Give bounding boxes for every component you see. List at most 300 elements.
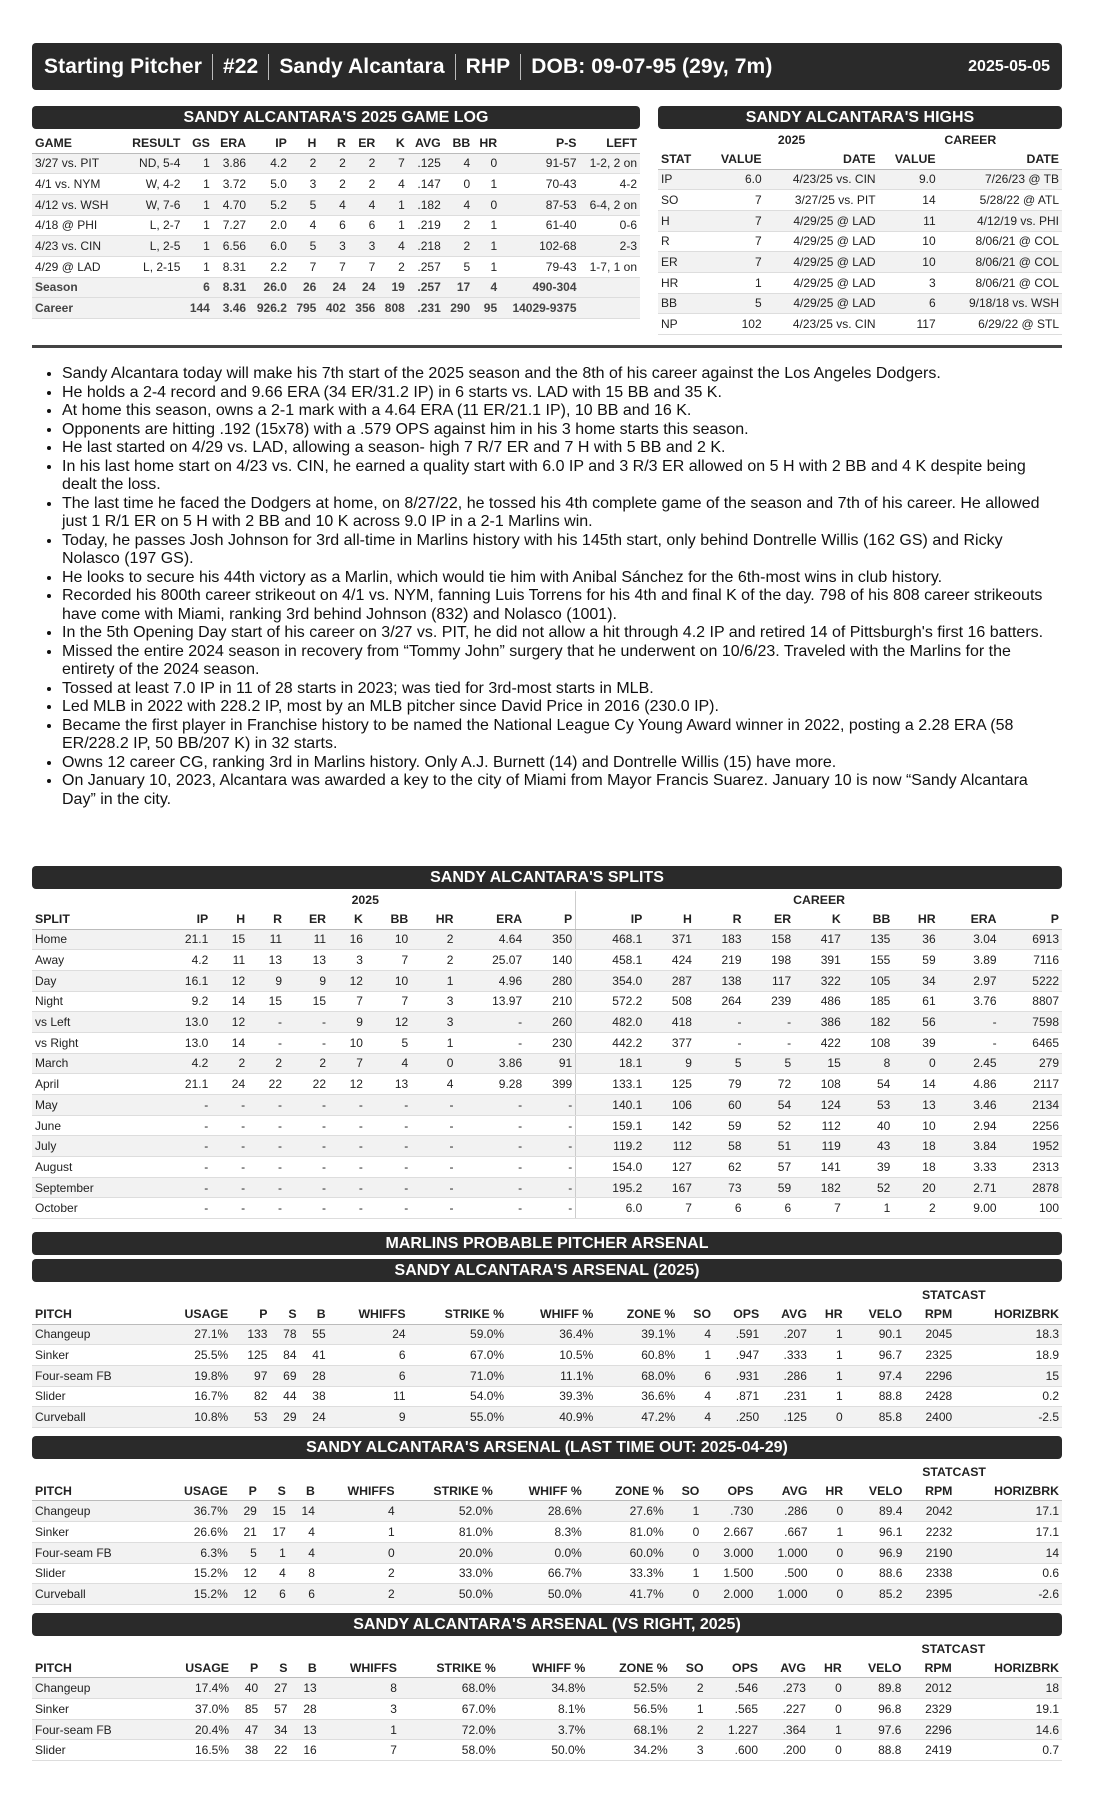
column-header: WHIFFS xyxy=(329,1304,409,1324)
column-header: WHIFFS xyxy=(320,1658,400,1678)
column-header: WHIFF % xyxy=(507,1304,596,1324)
table-cell: 1-2, 2 on xyxy=(580,153,641,174)
table-cell: 117 xyxy=(745,970,795,991)
table-row xyxy=(32,174,640,195)
table-cell: .333 xyxy=(762,1345,810,1366)
table-cell: 4 xyxy=(289,1542,318,1563)
highs-group-row xyxy=(658,131,1062,149)
table-cell: 135 xyxy=(844,929,894,950)
table-cell: - xyxy=(285,1157,329,1178)
table-cell: 7 xyxy=(705,190,765,211)
table-cell: October xyxy=(32,1198,155,1219)
table-cell: 0.6 xyxy=(955,1563,1062,1584)
note-item: • Opponents are hitting .192 (15x78) with a .579 OPS against him in his 3 home starts this season. xyxy=(62,421,1052,440)
table-cell: 133 xyxy=(231,1324,270,1345)
table-cell: 16 xyxy=(329,929,366,950)
table-cell: 2395 xyxy=(905,1584,955,1605)
table-row xyxy=(32,1053,1062,1074)
table-cell: 2 xyxy=(671,1719,707,1740)
table-cell: 1 xyxy=(318,1522,398,1543)
table-cell: 119 xyxy=(794,1136,844,1157)
table-cell: - xyxy=(456,1177,525,1198)
table-cell: - xyxy=(211,1095,248,1116)
table-cell: 12 xyxy=(366,1012,411,1033)
table-cell: 2329 xyxy=(904,1699,954,1720)
table-cell: - xyxy=(939,1012,1000,1033)
table-cell: .257 xyxy=(408,256,444,277)
table-cell: 91 xyxy=(525,1053,576,1074)
table-cell: 88.8 xyxy=(846,1386,905,1407)
table-cell: 56 xyxy=(893,1012,938,1033)
table-cell: 322 xyxy=(794,970,844,991)
table-cell: 10 xyxy=(879,231,939,252)
table-cell: 2.71 xyxy=(939,1177,1000,1198)
table-cell: 127 xyxy=(645,1157,695,1178)
game-log-table xyxy=(32,133,640,319)
table-row xyxy=(32,1740,1062,1761)
table-cell: 50.0% xyxy=(496,1584,585,1605)
table-cell: 210 xyxy=(525,991,576,1012)
table-cell: 27 xyxy=(261,1678,290,1699)
table-cell: - xyxy=(456,1136,525,1157)
table-cell: 3.7% xyxy=(499,1719,589,1740)
table-cell: 8/06/21 @ COL xyxy=(939,231,1062,252)
table-cell: 442.2 xyxy=(576,1032,646,1053)
table-cell: .231 xyxy=(408,298,444,319)
table-cell: 0 xyxy=(810,1407,846,1428)
table-cell: 12 xyxy=(329,1074,366,1095)
splits-section xyxy=(32,866,1062,1219)
table-cell xyxy=(122,298,183,319)
table-cell: 482.0 xyxy=(576,1012,646,1033)
column-header: BB xyxy=(844,909,894,929)
table-cell: Slider xyxy=(32,1563,156,1584)
table-cell: Home xyxy=(32,929,155,950)
table-cell: 2232 xyxy=(905,1522,955,1543)
table-cell: 57 xyxy=(261,1699,290,1720)
table-cell: 4 xyxy=(366,1053,411,1074)
table-cell: - xyxy=(411,1136,456,1157)
table-cell: - xyxy=(155,1157,211,1178)
table-cell: 417 xyxy=(794,929,844,950)
group-spacer xyxy=(32,1463,846,1481)
table-row xyxy=(658,190,1062,211)
note-item: • On January 10, 2023, Alcantara was awarded a key to the city of Miami from Mayor Francis Suarez. January 10 is now “Sandy Alcantara Day” in the city. xyxy=(62,772,1052,809)
table-cell: 16.7% xyxy=(156,1386,231,1407)
table-row xyxy=(658,293,1062,314)
table-cell: 2400 xyxy=(905,1407,955,1428)
table-cell: 167 xyxy=(645,1177,695,1198)
table-cell: - xyxy=(695,1032,745,1053)
table-cell: 18.9 xyxy=(955,1345,1062,1366)
table-cell: 2 xyxy=(318,1563,398,1584)
table-cell: 72.0% xyxy=(400,1719,499,1740)
table-cell: HR xyxy=(658,272,705,293)
table-cell: 350 xyxy=(525,929,576,950)
table-cell: 2256 xyxy=(1000,1115,1062,1136)
table-cell: - xyxy=(366,1095,411,1116)
table-cell: - xyxy=(525,1198,576,1219)
table-cell: - xyxy=(525,1157,576,1178)
table-row xyxy=(32,1157,1062,1178)
table-cell: 2.97 xyxy=(939,970,1000,991)
table-cell: 3 xyxy=(290,174,319,195)
table-cell: 4 xyxy=(678,1386,714,1407)
table-cell: 1 xyxy=(844,1198,894,1219)
table-cell: 6465 xyxy=(1000,1032,1062,1053)
table-cell: 5 xyxy=(290,194,319,215)
table-cell: 4 xyxy=(378,174,407,195)
column-header: R xyxy=(248,909,285,929)
table-cell: 7 xyxy=(794,1198,844,1219)
column-header: SPLIT xyxy=(32,909,155,929)
column-header: OPS xyxy=(707,1658,761,1678)
table-cell: 0 xyxy=(809,1678,845,1699)
table-cell: - xyxy=(456,1012,525,1033)
table-cell: - xyxy=(366,1136,411,1157)
table-cell: 9 xyxy=(285,970,329,991)
table-cell: 68.1% xyxy=(588,1719,670,1740)
table-cell: Career xyxy=(32,298,122,319)
table-cell: .931 xyxy=(714,1365,762,1386)
table-cell: 3 xyxy=(411,991,456,1012)
table-row xyxy=(32,1136,1062,1157)
table-cell: 0 xyxy=(411,1053,456,1074)
table-cell: -2.6 xyxy=(955,1584,1062,1605)
table-cell: 4/29/25 @ LAD xyxy=(765,272,879,293)
column-header: STRIKE % xyxy=(409,1304,507,1324)
table-cell: 0.0% xyxy=(496,1542,585,1563)
column-header: ZONE % xyxy=(585,1481,667,1501)
column-header: STRIKE % xyxy=(400,1658,499,1678)
table-cell: 44 xyxy=(270,1386,299,1407)
table-cell: 14.6 xyxy=(955,1719,1062,1740)
table-cell: 1 xyxy=(183,215,212,236)
table-cell: 11.1% xyxy=(507,1365,596,1386)
column-header: AVG xyxy=(756,1481,810,1501)
table-cell: Slider xyxy=(32,1386,156,1407)
table-cell: L, 2-15 xyxy=(122,256,183,277)
table-cell: 22 xyxy=(285,1074,329,1095)
table-cell: Four-seam FB xyxy=(32,1719,157,1740)
table-cell: 1 xyxy=(678,1345,714,1366)
table-cell: 15 xyxy=(794,1053,844,1074)
table-cell: 4 xyxy=(349,194,378,215)
table-cell: 14 xyxy=(211,991,248,1012)
table-cell: 0 xyxy=(811,1501,847,1522)
table-cell: 3.46 xyxy=(939,1095,1000,1116)
table-cell: W, 7-6 xyxy=(122,194,183,215)
table-row xyxy=(658,252,1062,273)
table-cell: 53 xyxy=(844,1095,894,1116)
note-item: • At home this season, owns a 2-1 mark with a 4.64 ERA (11 ER/21.1 IP), 10 BB and 16 K. xyxy=(62,402,1052,421)
table-cell: .600 xyxy=(707,1740,761,1761)
table-cell: 21 xyxy=(231,1522,260,1543)
table-cell: 15 xyxy=(955,1365,1062,1386)
table-cell: 124 xyxy=(794,1095,844,1116)
table-cell: 15.2% xyxy=(156,1584,231,1605)
table-cell: 140 xyxy=(525,950,576,971)
table-row xyxy=(32,991,1062,1012)
table-cell: 50.0% xyxy=(499,1740,589,1761)
table-cell: 13 xyxy=(290,1678,319,1699)
table-cell: 158 xyxy=(745,929,795,950)
table-cell: 17.1 xyxy=(955,1522,1062,1543)
table-row xyxy=(32,1407,1062,1428)
table-cell: 34.2% xyxy=(588,1740,670,1761)
table-cell: 402 xyxy=(319,298,348,319)
table-cell: 2 xyxy=(318,1584,398,1605)
column-header: R xyxy=(319,133,348,153)
column-header: S xyxy=(270,1304,299,1324)
table-cell: 8.1% xyxy=(499,1699,589,1720)
table-cell: .231 xyxy=(762,1386,810,1407)
table-cell: 18 xyxy=(893,1136,938,1157)
table-cell: 219 xyxy=(695,950,745,971)
table-cell: 60.8% xyxy=(596,1345,678,1366)
table-cell: 2.45 xyxy=(939,1053,1000,1074)
table-cell: Changeup xyxy=(32,1501,156,1522)
table-cell: Day xyxy=(32,970,155,991)
table-cell: 25.5% xyxy=(156,1345,231,1366)
table-cell: 33.3% xyxy=(585,1563,667,1584)
column-header: P xyxy=(525,909,576,929)
table-cell: 1 xyxy=(810,1365,846,1386)
table-cell: 4 xyxy=(678,1324,714,1345)
table-cell: 36 xyxy=(893,929,938,950)
table-cell: 0 xyxy=(318,1542,398,1563)
table-cell: 7 xyxy=(366,950,411,971)
table-cell: 88.6 xyxy=(846,1563,905,1584)
table-row xyxy=(32,215,640,236)
table-cell: 2296 xyxy=(904,1719,954,1740)
table-cell: 12 xyxy=(211,970,248,991)
table-cell: 125 xyxy=(645,1074,695,1095)
table-cell: 10.8% xyxy=(156,1407,231,1428)
table-cell: 10 xyxy=(893,1115,938,1136)
table-cell: 57 xyxy=(745,1157,795,1178)
table-cell: 9.2 xyxy=(155,991,211,1012)
table-cell: 2 xyxy=(248,1053,285,1074)
table-cell: 96.7 xyxy=(846,1345,905,1366)
table-cell: 3 xyxy=(320,1699,400,1720)
column-header: ER xyxy=(285,909,329,929)
table-row xyxy=(658,272,1062,293)
table-cell: 6.3% xyxy=(156,1542,231,1563)
group-2025: 2025 xyxy=(351,893,379,907)
table-cell: August xyxy=(32,1157,155,1178)
table-cell: 3 xyxy=(879,272,939,293)
note-item: • He looks to secure his 44th victory as a Marlin, which would tie him with Anibal Sánchez for the 6th-most wins in club history. xyxy=(62,569,1052,588)
note-item: • The last time he faced the Dodgers at home, on 8/27/22, he tossed his 4th complete game of the season and 7th of his career. He allowed just 1 R/1 ER on 5 H with 2 BB and 10 K across 9.0 IP in a 2-1 Marlins win. xyxy=(62,495,1052,532)
column-header: OPS xyxy=(714,1304,762,1324)
table-row xyxy=(658,169,1062,190)
table-row xyxy=(32,1584,1062,1605)
column-header: B xyxy=(290,1658,319,1678)
table-cell: 0.7 xyxy=(955,1740,1062,1761)
table-cell: 5/28/22 @ ATL xyxy=(939,190,1062,211)
table-cell: - xyxy=(248,1115,285,1136)
table-cell: 1 xyxy=(473,215,500,236)
table-cell: - xyxy=(155,1177,211,1198)
table-row xyxy=(32,1699,1062,1720)
table-cell: - xyxy=(329,1177,366,1198)
table-cell: - xyxy=(211,1115,248,1136)
column-header: P xyxy=(232,1658,261,1678)
table-cell: 13 xyxy=(290,1719,319,1740)
table-cell: 2419 xyxy=(904,1740,954,1761)
table-cell: .273 xyxy=(761,1678,809,1699)
table-cell: .871 xyxy=(714,1386,762,1407)
table-cell: 20.0% xyxy=(398,1542,496,1563)
table-cell: 5 xyxy=(366,1032,411,1053)
table-cell: 91-57 xyxy=(500,153,579,174)
table-cell: 39 xyxy=(893,1032,938,1053)
table-cell: 1-7, 1 on xyxy=(580,256,641,277)
table-row xyxy=(658,314,1062,335)
table-cell: 21.1 xyxy=(155,929,211,950)
table-cell: 5 xyxy=(444,256,473,277)
table-cell: 0 xyxy=(809,1740,845,1761)
statcast-label: STATCAST xyxy=(921,1288,986,1302)
table-cell: 26 xyxy=(290,277,319,298)
table-row xyxy=(32,1522,1062,1543)
table-cell: - xyxy=(525,1177,576,1198)
table-cell: 141 xyxy=(794,1157,844,1178)
column-header: SO xyxy=(678,1304,714,1324)
table-cell: 24 xyxy=(211,1074,248,1095)
table-cell: 4.2 xyxy=(155,1053,211,1074)
arsenal-block xyxy=(32,1436,1062,1605)
column-header: DATE xyxy=(765,149,879,169)
table-cell: 106 xyxy=(645,1095,695,1116)
table-row xyxy=(32,256,640,277)
table-cell: 36.4% xyxy=(507,1324,596,1345)
header-dob: DOB: 09-07-95 (29y, 7m) xyxy=(531,54,773,78)
table-cell: July xyxy=(32,1136,155,1157)
table-cell: 0 xyxy=(893,1053,938,1074)
table-cell: 1.500 xyxy=(702,1563,756,1584)
table-cell: 0-6 xyxy=(580,215,641,236)
table-cell: - xyxy=(456,1032,525,1053)
table-cell: 2 xyxy=(671,1678,707,1699)
table-row xyxy=(32,277,640,298)
column-header: H xyxy=(645,909,695,929)
divider xyxy=(32,345,1062,348)
splits-table xyxy=(32,891,1062,1219)
arsenal-title: SANDY ALCANTARA'S ARSENAL (VS RIGHT, 2025) xyxy=(32,1613,1062,1636)
table-cell: 9.0 xyxy=(879,169,939,190)
table-cell: - xyxy=(939,1032,1000,1053)
table-cell: 3.72 xyxy=(213,174,249,195)
note-item: • He last started on 4/29 vs. LAD, allowing a season- high 7 R/7 ER and 7 H with 5 BB and 2 K. xyxy=(62,439,1052,458)
table-cell: 15 xyxy=(285,991,329,1012)
table-cell: 40 xyxy=(232,1678,261,1699)
table-cell: .500 xyxy=(756,1563,810,1584)
table-cell: Night xyxy=(32,991,155,1012)
table-cell: 371 xyxy=(645,929,695,950)
table-cell: 5.2 xyxy=(249,194,290,215)
column-header: K xyxy=(794,909,844,929)
table-cell: 6 xyxy=(349,215,378,236)
table-cell: 2.667 xyxy=(702,1522,756,1543)
table-cell: 21.1 xyxy=(155,1074,211,1095)
table-cell: 29 xyxy=(231,1501,260,1522)
table-cell: 2 xyxy=(411,950,456,971)
table-cell: 5 xyxy=(745,1053,795,1074)
table-cell: 16.5% xyxy=(157,1740,232,1761)
table-row xyxy=(32,1074,1062,1095)
column-header: H xyxy=(290,133,319,153)
column-header: IP xyxy=(155,909,211,929)
table-cell: 2012 xyxy=(904,1678,954,1699)
group-career: CAREER xyxy=(944,133,997,147)
table-cell: 6 xyxy=(678,1365,714,1386)
table-cell: 14 xyxy=(211,1032,248,1053)
table-cell: - xyxy=(248,1032,285,1053)
table-cell: 4/23 vs. CIN xyxy=(32,236,122,257)
column-header: USAGE xyxy=(156,1304,231,1324)
table-cell: 10.5% xyxy=(507,1345,596,1366)
note-item: • In his last home start on 4/23 vs. CIN, he earned a quality start with 6.0 IP and 3 R/3 ER allowed on 5 H with 2 BB and 4 K despite being dealt the loss. xyxy=(62,458,1052,495)
table-cell: - xyxy=(155,1136,211,1157)
table-cell: 1 xyxy=(378,194,407,215)
table-cell: 2338 xyxy=(905,1563,955,1584)
table-cell: .182 xyxy=(408,194,444,215)
table-row xyxy=(32,1012,1062,1033)
table-cell: 6.0 xyxy=(705,169,765,190)
table-cell: Away xyxy=(32,950,155,971)
table-cell: 1 xyxy=(183,153,212,174)
table-cell: 97.6 xyxy=(845,1719,905,1740)
table-cell: 2 xyxy=(285,1053,329,1074)
table-cell: 6 xyxy=(260,1584,289,1605)
table-cell: 18 xyxy=(893,1157,938,1178)
table-cell: 795 xyxy=(290,298,319,319)
table-cell: Four-seam FB xyxy=(32,1542,156,1563)
table-cell: Curveball xyxy=(32,1584,156,1605)
table-cell: .546 xyxy=(707,1678,761,1699)
table-cell: 4/29/25 @ LAD xyxy=(765,210,879,231)
table-cell: 1 xyxy=(811,1522,847,1543)
table-cell: - xyxy=(525,1095,576,1116)
column-header: HORIZBRK xyxy=(955,1304,1062,1324)
column-header: AVG xyxy=(762,1304,810,1324)
table-row xyxy=(32,1542,1062,1563)
table-cell: 6 xyxy=(329,1365,409,1386)
table-cell: 81.0% xyxy=(398,1522,496,1543)
table-cell: 230 xyxy=(525,1032,576,1053)
table-cell: 3.000 xyxy=(702,1542,756,1563)
table-cell: 68.0% xyxy=(596,1365,678,1386)
table-cell: 1 xyxy=(473,174,500,195)
column-header: LEFT xyxy=(580,133,641,153)
column-header: VALUE xyxy=(879,149,939,169)
column-header: HORIZBRK xyxy=(955,1658,1062,1678)
table-cell: 4.2 xyxy=(155,950,211,971)
table-cell: 4 xyxy=(260,1563,289,1584)
column-header: S xyxy=(260,1481,289,1501)
table-cell: 54 xyxy=(844,1074,894,1095)
table-cell: 8 xyxy=(320,1678,400,1699)
note-item: • Sandy Alcantara today will make his 7th start of the 2025 season and the 8th of his career against the Los Angeles Dodgers. xyxy=(62,365,1052,384)
column-header: HORIZBRK xyxy=(955,1481,1062,1501)
table-cell: .565 xyxy=(707,1699,761,1720)
table-cell: 155 xyxy=(844,950,894,971)
table-cell: 6/29/22 @ STL xyxy=(939,314,1062,335)
column-header: HR xyxy=(811,1481,847,1501)
table-cell: 8 xyxy=(289,1563,318,1584)
